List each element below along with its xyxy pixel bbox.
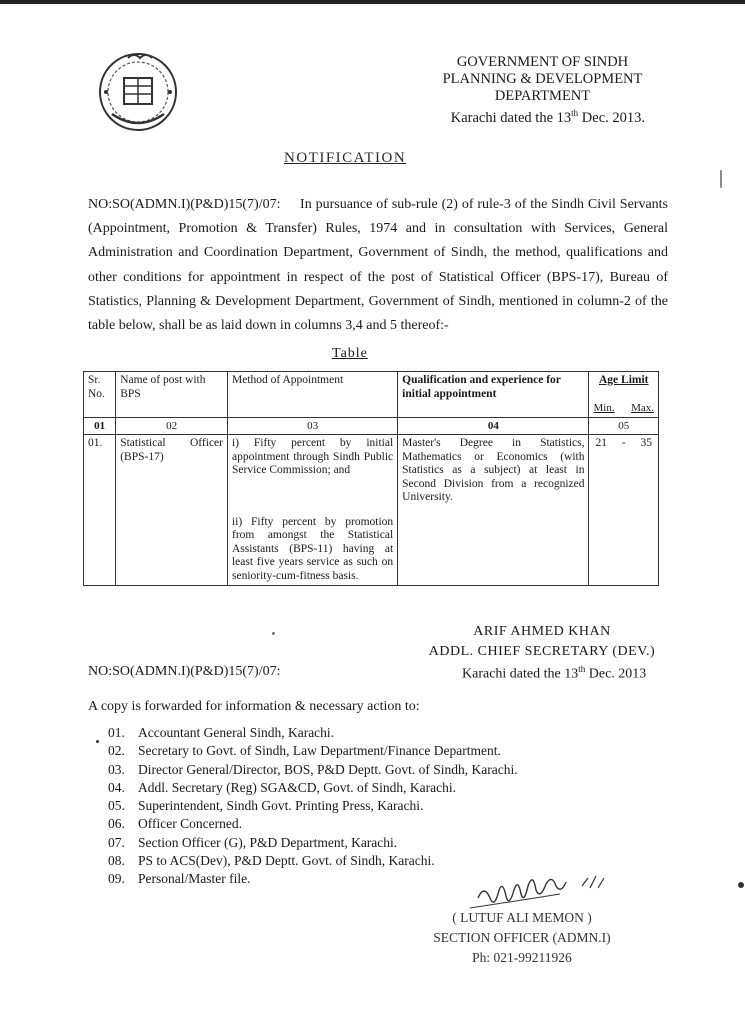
header-qualification: Qualification and experience for initial appointment [398,372,589,418]
header-date: Karachi dated the 13th Dec. 2013. [450,108,645,126]
section-officer-block [422,908,622,968]
header-age-limit [589,372,659,418]
scan-speck [272,632,275,635]
method-promotion: ii) Fifty percent by promotion from amongst the Statistical Assistants (BPS-11) having at least five years service as such on seniority-cum-fitness basis. [231,515,394,582]
row-method [227,435,397,586]
scan-mark [720,170,722,188]
copy-reference-number: NO:SO(ADMN.I)(P&D)15(7)/07: [88,664,281,679]
notification-text: In pursuance of sub-rule (2) of rule-3 of the Sindh Civil Servants (Appointment, Promotion & Transfer) Rules, 1974 and in consultation with Services, General Administration and Coordination Department, Government of Sindh, the method, qualifications and other conditions for appointment in respect of the post of Statistical Officer (BPS-17), Bureau of Statistics, Planning & Development Department, Government of Sindh, mentioned in column-2 of the table below, shall be as laid down in columns 3,4 and 5 thereof:- [88,197,669,334]
list-item: 05. Superintendent, Sindh Govt. Printing Press, Karachi. [108,798,424,814]
list-item: 07. Section Officer (G), P&D Department, Karachi. [108,834,398,850]
header-line-dept2: DEPARTMENT [494,88,591,104]
copy-date: Karachi dated the 13th Dec. 2013 [462,664,647,682]
reference-number: NO:SO(ADMN.I)(P&D)15(7)/07: [88,197,281,212]
age-min-label: Min. [593,401,615,414]
header-method: Method of Appointment [227,372,397,418]
age-min-value: 21 [595,437,607,449]
header-sr-no: Sr. No. [84,372,116,418]
col-number: 02 [116,418,228,435]
list-item: 02. Secretary to Govt. of Sindh, Law Department/Finance Department. [108,743,501,759]
scan-border-line [0,0,745,4]
row-age [589,435,659,586]
government-seal-icon [92,44,184,136]
list-item: 09. Personal/Master file. [108,871,251,887]
table-row [84,435,659,586]
section-officer-designation: SECTION OFFICER (ADMN.I) [433,930,611,945]
table-header-row [84,372,659,418]
table-title: Table [332,346,368,361]
col-number: 04 [398,418,589,435]
list-item: 01. Accountant General Sindh, Karachi. [108,725,335,740]
signatory-name: ARIF AHMED KHAN [473,624,611,639]
department-header [420,54,665,127]
age-max-value: 35 [640,437,652,449]
scan-speck [738,882,744,888]
section-officer-name: ( LUTUF ALI MEMON ) [452,910,592,925]
age-max-label: Max. [631,401,654,414]
col-number: 03 [227,418,397,435]
method-initial: i) Fifty percent by initial appointment through Sindh Public Service Commission; and [231,437,394,476]
list-item: 06. Officer Concerned. [108,816,242,832]
col-number: 01 [84,418,116,435]
scan-speck [96,740,99,743]
column-number-row [84,418,659,435]
list-item: 03. Director General/Director, BOS, P&D Deptt. Govt. of Sindh, Karachi. [108,761,518,777]
signatory-block [422,622,662,662]
row-post-name: Statistical Officer (BPS-17) [116,435,228,586]
header-line-dept: PLANNING & DEVELOPMENT [442,71,643,87]
notification-title: NOTIFICATION [284,150,407,166]
col-number: 05 [589,418,659,435]
header-line-govt: GOVERNMENT OF SINDH [456,54,629,70]
signatory-designation: ADDL. CHIEF SECRETARY (DEV.) [428,644,656,659]
age-dash: - [621,437,626,449]
notification-body [88,193,668,338]
appointment-rules-table [83,371,659,586]
header-post-name: Name of post with BPS [116,372,228,418]
distribution-list [108,724,518,889]
section-officer-phone: Ph: 021-99211926 [472,950,572,965]
copy-forward-intro: A copy is forwarded for information & necessary action to: [88,699,420,714]
row-qualification: Master's Degree in Statistics, Mathematics or Economics (with Statistics as a subject) at least in Second Division from a recognized University. [398,435,589,586]
row-sr: 01. [84,435,116,586]
list-item: 08. PS to ACS(Dev), P&D Deptt. Govt. of Sindh, Karachi. [108,853,435,869]
list-item: 04. Addl. Secretary (Reg) SGA&CD, Govt. of Sindh, Karachi. [108,779,456,795]
age-limit-label: Age Limit [598,374,649,386]
